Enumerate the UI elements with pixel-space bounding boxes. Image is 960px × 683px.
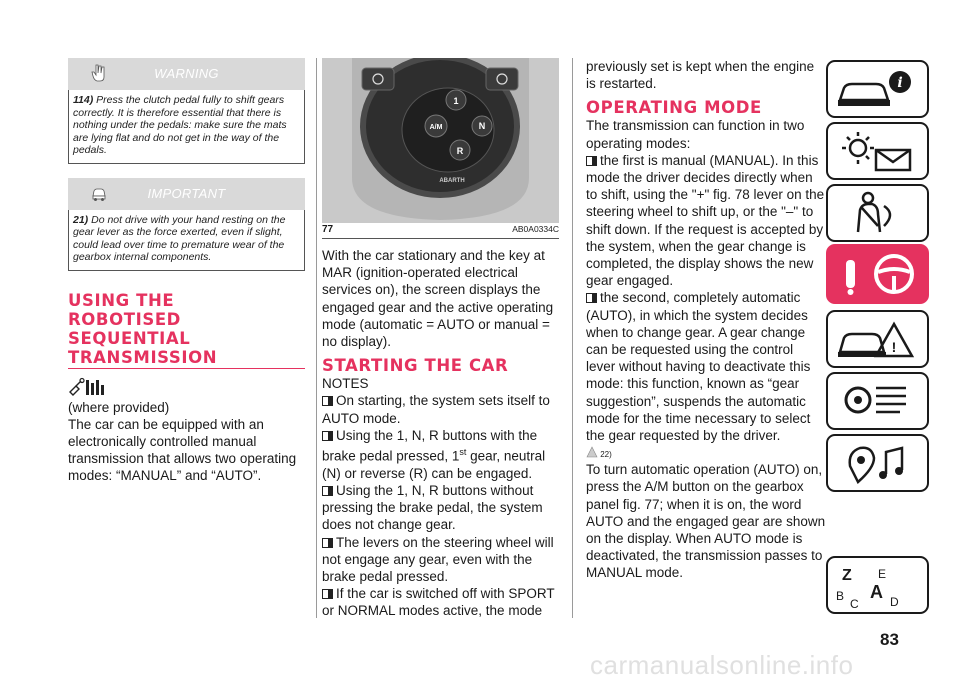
- section-heading: [68, 291, 305, 369]
- button-1-label: 1: [453, 96, 459, 106]
- mode-item: [586, 152, 826, 290]
- important-header: [68, 178, 305, 210]
- note-text: On starting, the system sets itself to AUTO mode.: [322, 393, 550, 426]
- column-2: [322, 58, 559, 620]
- bullet-icon: [586, 293, 597, 303]
- note-text: Using the 1, N, R buttons without pressing the brake pedal, the system does not change gear.: [322, 482, 543, 533]
- tab-maintenance[interactable]: [826, 372, 929, 430]
- note-item: [322, 427, 559, 482]
- note-text: gear, neutral (N) or reverse (R) can be engaged.: [322, 448, 546, 481]
- mode-item: [586, 289, 826, 444]
- continued-paragraph: previously set is kept when the engine is restarted.: [586, 59, 815, 92]
- tab-emergency[interactable]: [826, 310, 929, 368]
- note-text: Using the 1, N, R buttons with the brake pedal pressed, 1: [322, 427, 538, 464]
- modes-intro: The transmission can function in two operating modes:: [586, 118, 805, 151]
- warning-lights-icon: [828, 124, 927, 178]
- notes-label: NOTES: [322, 376, 369, 392]
- heading-line: TRANSMISSION: [68, 347, 218, 367]
- svg-text:D: D: [890, 595, 899, 609]
- warning-box: [68, 58, 305, 164]
- tab-multimedia[interactable]: [826, 434, 929, 492]
- svg-text:C: C: [850, 597, 859, 611]
- note-item: [322, 534, 559, 586]
- auto-paragraph: To turn automatic operation (AUTO) on, press the A/M button on the gearbox panel fig. 77; when it is on, the word AUTO and the engaged gear are shown on the display. When AUTO mode is deactivated, the transmission passes to MANUAL mode.: [586, 462, 826, 581]
- column-divider: [316, 58, 317, 618]
- important-text: Do not drive with your hand resting on the gear lever as the force exerted, even if slight, could lead over time to premature wear of the gearbox internal components.: [73, 213, 286, 263]
- tab-starting-driving[interactable]: [826, 244, 929, 304]
- note-item: [322, 392, 559, 426]
- superscript: st: [459, 447, 467, 458]
- bullet-icon: [322, 538, 333, 548]
- operating-mode-heading: OPERATING MODE: [586, 98, 762, 118]
- figure-code: AB0A0334C: [512, 224, 559, 234]
- mode-text: the second, completely automatic (AUTO), in which the system decides when to change gear. A gear change can be requested using the control lever without having to deactivate this mode: this function, known as “gear suggestion”, suspends the automatic mode for the time necessary to select the gear requested by the driver.: [586, 290, 811, 444]
- bullet-icon: [322, 431, 333, 441]
- intro-paragraph: The car can be equipped with an electronically controlled manual transmission that allows two operating modes: “MANUAL” and “AUTO”.: [68, 416, 297, 484]
- svg-text:Z: Z: [842, 567, 852, 584]
- page-number: 83: [880, 630, 899, 649]
- warning-body: [68, 90, 305, 164]
- watermark: carmanualsonline.info: [590, 650, 854, 680]
- bullet-icon: [322, 589, 333, 599]
- heading-line: USING THE: [68, 290, 175, 310]
- stationary-paragraph: With the car stationary and the key at MAR (ignition-operated electrical services on), the screen displays the engaged gear and the active operating mode (automatic = AUTO or manual = no display).: [322, 248, 554, 350]
- tab-car-info[interactable]: [826, 60, 929, 118]
- gearbox-panel-figure: [322, 58, 559, 223]
- svg-text:!: !: [891, 339, 897, 355]
- column-divider: [572, 58, 573, 618]
- important-box: [68, 178, 305, 271]
- heading-line: SEQUENTIAL: [68, 328, 191, 348]
- multimedia-icon: [828, 436, 927, 490]
- brand-label: ABARTH: [439, 178, 465, 184]
- important-title: IMPORTANT: [147, 185, 226, 201]
- warning-number: 114): [73, 94, 94, 106]
- warning-title: WARNING: [154, 66, 219, 81]
- emergency-icon: [828, 312, 927, 366]
- tab-warning-lights[interactable]: [826, 122, 929, 180]
- warning-text: Press the clutch pedal fully to shift gears correctly. It is therefore essential that there is nothing under the pedals: make sure the mats are lying flat and do not get in the way of the pedals.: [73, 94, 287, 156]
- button-am-label: A/M: [429, 124, 443, 131]
- button-r-label: R: [456, 146, 464, 156]
- index-icon: [828, 558, 927, 612]
- warning-reference: [586, 446, 826, 459]
- tab-index[interactable]: [826, 556, 929, 614]
- warning-ref-number: 22): [600, 450, 612, 460]
- heading-line: ROBOTISED: [68, 309, 181, 329]
- note-item: [322, 585, 559, 619]
- svg-text:B: B: [836, 589, 845, 603]
- svg-text:A: A: [870, 582, 883, 602]
- warning-small-icon: [586, 446, 598, 458]
- svg-text:E: E: [878, 567, 887, 581]
- tab-safety[interactable]: [826, 184, 929, 242]
- warning-header: [68, 58, 305, 90]
- column-3: [586, 58, 826, 582]
- button-n-label: N: [478, 121, 486, 131]
- maintenance-icon: [828, 374, 927, 428]
- mode-text: the first is manual (MANUAL). In this mode the driver decides directly when to shift, using the "+" fig. 78 lever on the steering wheel to shift up, or the "–" to shift down. If the request is accepted by the system, when the gear change is completed, the display shows the new gear engaged.: [586, 152, 825, 289]
- svg-text:i: i: [897, 75, 903, 91]
- figure-caption: [322, 224, 559, 239]
- where-provided: (where provided): [68, 399, 170, 415]
- bullet-icon: [586, 156, 597, 166]
- bullet-icon: [322, 396, 333, 406]
- starting-driving-icon: [828, 246, 927, 302]
- column-1: [68, 58, 305, 485]
- important-number: 21): [73, 213, 89, 226]
- note-text: The levers on the steering wheel will not engage any gear, even with the brake pedal pressed.: [322, 534, 554, 584]
- optional-equipment-icon: [68, 377, 112, 397]
- car-info-icon: [828, 62, 927, 116]
- note-text: If the car is switched off with SPORT or NORMAL modes active, the mode: [322, 586, 555, 619]
- figure-number: 77: [322, 224, 334, 235]
- note-item: [322, 482, 559, 534]
- important-body: [68, 210, 305, 271]
- safety-icon: [828, 186, 927, 240]
- bullet-icon: [322, 486, 333, 496]
- gearbox-panel-illustration: [322, 58, 559, 223]
- starting-heading: STARTING THE CAR: [322, 356, 509, 376]
